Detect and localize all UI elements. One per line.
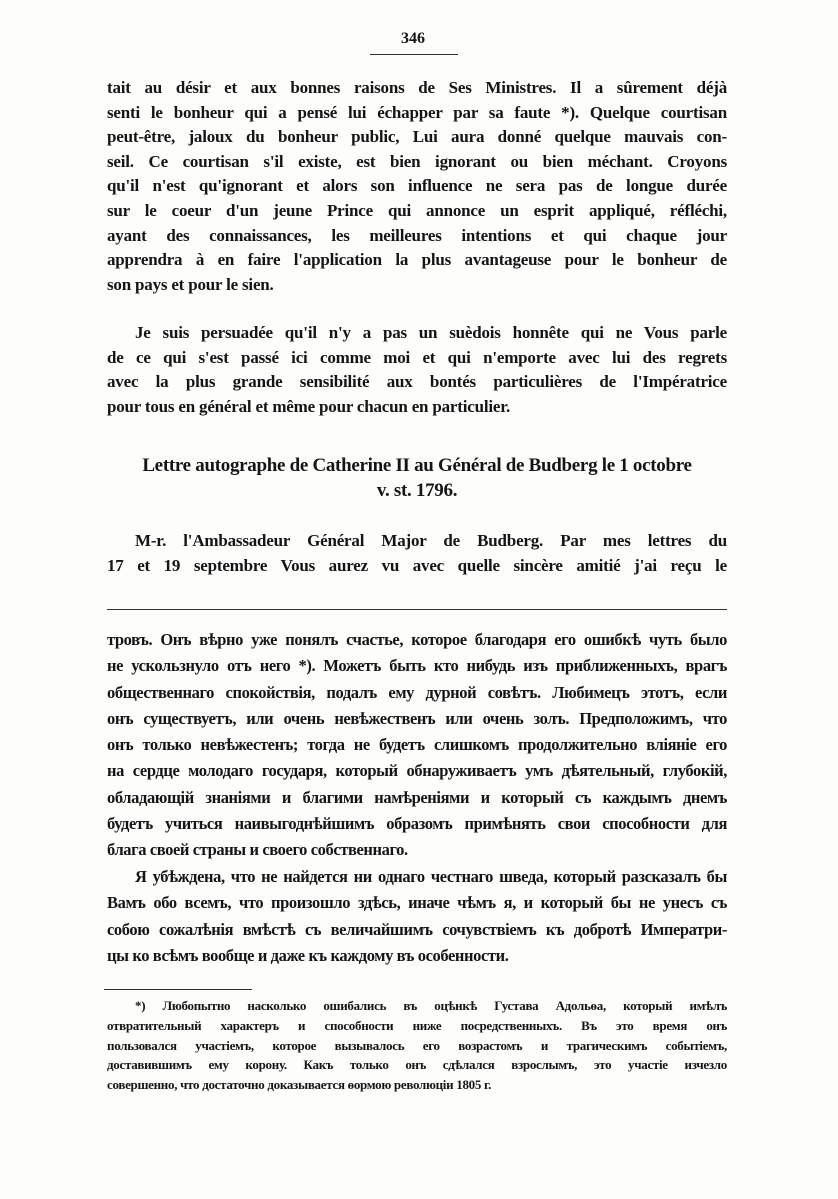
text-line: на сердце молодаго государя, который обнаруживаетъ умъ дѣятельный, глубокій, <box>107 761 727 781</box>
text-line: apprendra à en faire l'application la plus avantageuse pour le bonheur de <box>107 250 727 270</box>
text-line: avec la plus grande sensibilité aux bontés particulières de l'Impératrice <box>107 372 727 392</box>
text-line: собою сожалѣнія вмѣстѣ съ величайшимъ сочувствіемъ къ добротѣ Императри- <box>107 919 727 939</box>
text-line: pour tous en général et même pour chacun en particulier. <box>107 396 511 416</box>
text-line: совершенно, что достаточно доказывается ѳормою революціи 1805 г. <box>107 1077 492 1093</box>
text-line: v. st. 1796. <box>376 480 458 501</box>
text-line: отвратительный характеръ и способности ниже посредственныхъ. Въ это время онъ <box>107 1017 727 1033</box>
text-line: Je suis persuadée qu'il n'y a pas un suèdois honnête qui ne Vous parle <box>135 323 727 342</box>
text-line: sur le coeur d'un jeune Prince qui annonce un esprit appliqué, réfléchi, <box>107 200 727 220</box>
text-line: общественнаго спокойствія, подалъ ему дурной совѣтъ. Любимецъ этотъ, если <box>107 682 727 702</box>
text-line: не ускользнуло отъ него *). Можетъ быть кто нибудь изъ приближенныхъ, врагъ <box>107 656 727 676</box>
text-line: обладающій знаніями и благими намѣреніями и который съ каждымъ днемъ <box>107 787 727 807</box>
page-number-rule <box>370 54 458 55</box>
text-line: qu'il n'est qu'ignorant et alors son influence ne sera pas de longue durée <box>107 176 727 196</box>
russian-paragraph-2 <box>107 864 727 969</box>
text-line: блага своей страны и своего собственнаго. <box>107 840 408 860</box>
footnote <box>107 996 727 1095</box>
text-line: онъ только невѣжестенъ; тогда не будетъ слишкомъ продолжительно вліяніе его <box>107 735 727 755</box>
text-line: Я убѣждена, что не найдется ни однаго честнаго шведа, который разсказалъ бы <box>135 867 727 886</box>
text-line: онъ существуетъ, или очень невѣжественъ или очень золъ. Предположимъ, что <box>107 708 727 728</box>
text-line: senti le bonheur qui a pensé lui échapper par sa faute *). Quelque courtisan <box>107 102 727 122</box>
text-line: будетъ учиться наивыгоднѣйшимъ образомъ примѣнять свои способности для <box>107 814 727 834</box>
text-line: цы ко всѣмъ вообще и даже къ каждому въ особенности. <box>107 945 509 965</box>
footnote-rule <box>104 989 252 990</box>
text-line: пользовался участіемъ, которое вызывалось его возрастомъ и трагическимъ событіемъ, <box>107 1037 727 1053</box>
text-line: son pays et pour le sien. <box>107 274 274 294</box>
text-line: 17 et 19 septembre Vous aurez vu avec quelle sincère amitié j'ai reçu le <box>107 555 727 575</box>
french-paragraph-1 <box>107 76 727 297</box>
russian-paragraph-1 <box>107 627 727 864</box>
text-line: peut-être, jaloux du bonheur public, Lui aura donné quelque mauvais con- <box>107 127 727 147</box>
section-heading <box>107 453 727 503</box>
text-line: Lettre autographe de Catherine II au Général de Budberg le 1 octobre <box>142 455 692 476</box>
text-line: tait au désir et aux bonnes raisons de Ses Ministres. Il a sûrement déjà <box>107 78 727 97</box>
text-line: доставившимъ ему корону. Какъ только онъ сдѣлался взрослымъ, это участіе изчезло <box>107 1057 727 1073</box>
letter-paragraph <box>107 529 727 578</box>
text-line: M-r. l'Ambassadeur Général Major de Budberg. Par mes lettres du <box>135 531 727 550</box>
section-divider <box>107 609 727 610</box>
french-paragraph-2 <box>107 321 727 419</box>
text-line: seil. Ce courtisan s'il existe, est bien ignorant ou bien méchant. Croyons <box>107 151 727 171</box>
page-number: 346 <box>401 30 425 47</box>
text-line: тровъ. Онъ вѣрно уже понялъ счастье, которое благодаря его ошибкѣ чуть было <box>107 630 727 649</box>
text-line: *) Любопытно насколько ошибались въ оцѣнкѣ Густава Адольѳа, который имѣлъ <box>135 998 727 1013</box>
text-line: de ce qui s'est passé ici comme moi et qui n'emporte avec lui des regrets <box>107 347 727 367</box>
text-line: ayant des connaissances, les meilleures intentions et qui chaque jour <box>107 225 727 245</box>
text-line: Вамъ обо всемъ, что произошло здѣсь, иначе чѣмъ я, и который бы не унесъ съ <box>107 893 727 913</box>
